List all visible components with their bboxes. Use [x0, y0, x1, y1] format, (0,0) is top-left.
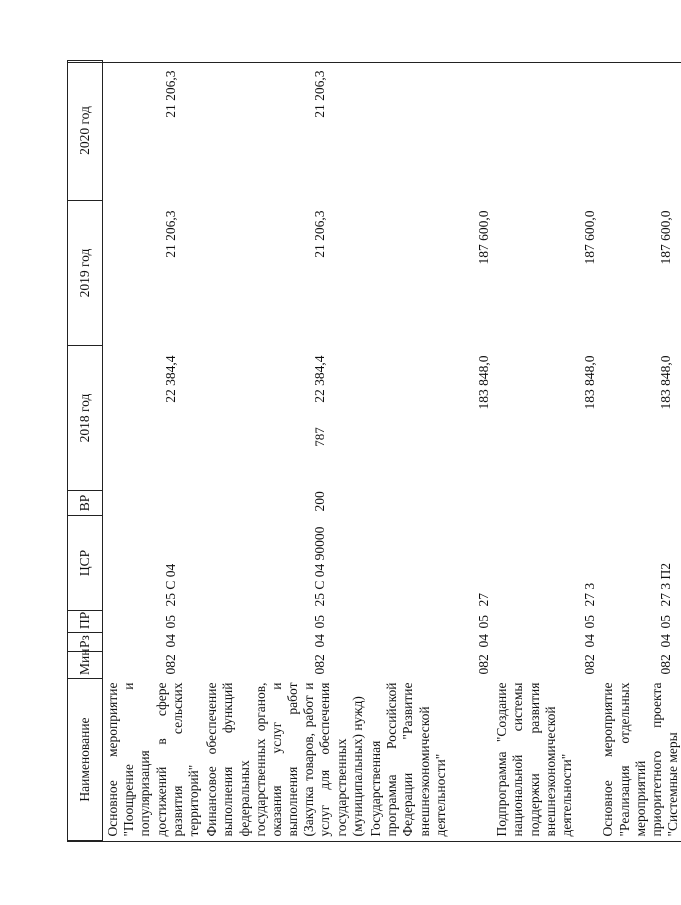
row-min: 082: [582, 654, 598, 675]
table-header-row: [68, 61, 103, 841]
row-2019: 21 206,3: [163, 210, 178, 258]
row-min: 082: [312, 654, 328, 675]
header-pr: ПР: [68, 611, 103, 633]
row-rz: 04: [582, 634, 598, 648]
row-2018: 22 384,4: [312, 355, 328, 403]
row-vr: [598, 491, 681, 516]
header-2018: 2018 год: [68, 346, 103, 491]
row-2020: [366, 61, 492, 201]
row-2020: 21 206,3: [163, 70, 178, 118]
row-rz: 04: [476, 634, 491, 648]
row-2018: 183 848,0: [582, 355, 598, 410]
row-min: 082: [476, 654, 491, 675]
row-pr: 05: [476, 615, 491, 629]
row-name: Основное мероприятие "Поощрение и популяризация достижений в сфере развития сельских территорий": [105, 682, 201, 837]
row-name: Финансовое обеспечение выполнения функций федеральных государственных органов, оказания услуг и выполнения работ (Закупка товаров, работ и услуг для обеспечения государственных (муниципальных) нужд): [204, 682, 365, 837]
row-csr: 27 3 П2: [658, 563, 674, 607]
row-pr: 05: [312, 615, 328, 629]
row-min: 082: [658, 654, 674, 675]
row-csr: 27 3: [582, 582, 598, 607]
header-csr: ЦСР: [68, 516, 103, 611]
row-2019: 187 600,0: [582, 210, 598, 265]
row-vr: [103, 491, 203, 516]
header-2020: 2020 год: [68, 61, 103, 201]
table-row: [103, 61, 203, 841]
row-2018: 183 848,0: [476, 355, 491, 410]
header-rz: Рз: [68, 633, 103, 652]
row-csr: 25 С 04: [163, 563, 178, 607]
row-pr: 05: [658, 615, 674, 629]
row-2020: 21 206,3: [312, 70, 328, 118]
row-2018: 22 384,4: [163, 355, 178, 403]
row-2020: [492, 61, 598, 201]
header-vr: ВР: [68, 491, 103, 516]
header-min: Мин: [68, 652, 103, 679]
row-rz: 04: [312, 634, 328, 648]
row-2019: 187 600,0: [476, 210, 491, 265]
budget-table-frame: [67, 62, 681, 842]
row-pr: 05: [582, 615, 598, 629]
budget-table: [67, 60, 681, 841]
row-2018: 183 848,0: [658, 355, 674, 410]
row-vr: [366, 491, 492, 516]
rotated-page: [67, 62, 681, 842]
table-row: [202, 61, 366, 841]
row-name: Подпрограмма "Создание национальной системы поддержки развития внешнеэкономической деятельности": [494, 682, 574, 837]
row-2019: 21 206,3: [312, 210, 328, 258]
page-number: 787: [312, 427, 327, 447]
row-rz: 04: [163, 634, 178, 648]
row-vr: 200: [312, 491, 328, 512]
row-2019: 187 600,0: [658, 210, 674, 265]
row-pr: 05: [163, 615, 178, 629]
table-row: [492, 61, 598, 841]
row-rz: 04: [658, 634, 674, 648]
row-csr: 27: [476, 593, 491, 607]
row-csr: 25 С 04 90000: [312, 526, 328, 607]
header-2019: 2019 год: [68, 201, 103, 346]
header-name: Наименование: [68, 679, 103, 841]
row-vr: [492, 491, 598, 516]
table-row: [598, 61, 681, 841]
row-min: 082: [163, 654, 178, 675]
row-name: Государственная программа Российской Федерации "Развитие внешнеэкономической деятельности": [368, 682, 448, 837]
row-name: Основное мероприятие "Реализация отдельных мероприятий приоритетного проекта "Системные меры: [600, 682, 681, 837]
table-row: [366, 61, 492, 841]
row-2020: [598, 61, 681, 201]
